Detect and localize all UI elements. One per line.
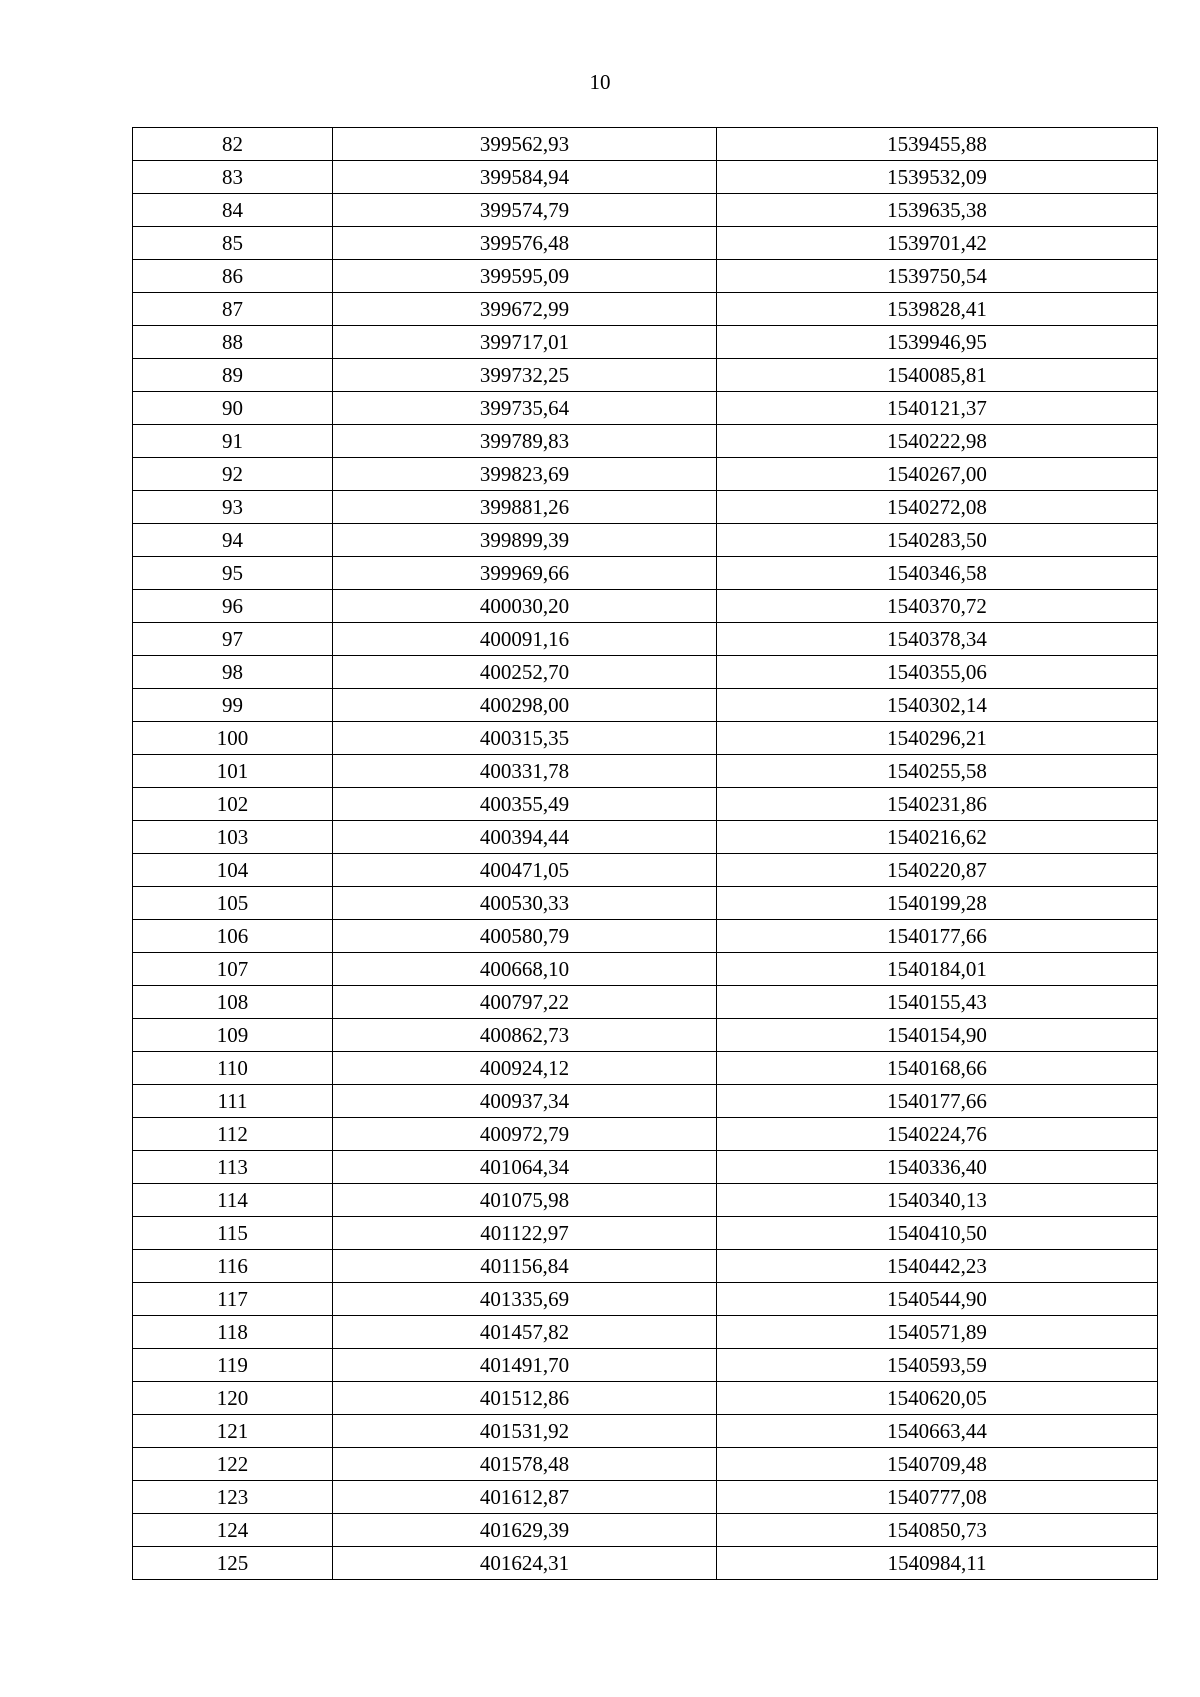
table-row xyxy=(133,1316,1158,1349)
point-number-cell: 113 xyxy=(133,1151,333,1184)
table-row xyxy=(133,1184,1158,1217)
point-number-cell: 124 xyxy=(133,1514,333,1547)
x-coordinate-cell: 400091,16 xyxy=(333,623,717,656)
y-coordinate-cell: 1539946,95 xyxy=(717,326,1158,359)
table-row xyxy=(133,755,1158,788)
x-coordinate-cell: 399732,25 xyxy=(333,359,717,392)
x-coordinate-cell: 400530,33 xyxy=(333,887,717,920)
x-coordinate-cell: 399595,09 xyxy=(333,260,717,293)
table-row xyxy=(133,425,1158,458)
point-number-cell: 99 xyxy=(133,689,333,722)
point-number-cell: 83 xyxy=(133,161,333,194)
table-row xyxy=(133,1118,1158,1151)
point-number-cell: 107 xyxy=(133,953,333,986)
point-number-cell: 91 xyxy=(133,425,333,458)
table-row xyxy=(133,656,1158,689)
point-number-cell: 88 xyxy=(133,326,333,359)
x-coordinate-cell: 400862,73 xyxy=(333,1019,717,1052)
table-row xyxy=(133,1481,1158,1514)
table-row xyxy=(133,953,1158,986)
x-coordinate-cell: 400252,70 xyxy=(333,656,717,689)
table-row xyxy=(133,260,1158,293)
x-coordinate-cell: 400972,79 xyxy=(333,1118,717,1151)
point-number-cell: 117 xyxy=(133,1283,333,1316)
point-number-cell: 100 xyxy=(133,722,333,755)
page-number: 10 xyxy=(589,70,611,94)
table-row xyxy=(133,128,1158,161)
x-coordinate-cell: 400797,22 xyxy=(333,986,717,1019)
point-number-cell: 112 xyxy=(133,1118,333,1151)
point-number-cell: 118 xyxy=(133,1316,333,1349)
x-coordinate-cell: 401629,39 xyxy=(333,1514,717,1547)
point-number-cell: 96 xyxy=(133,590,333,623)
table-row xyxy=(133,1514,1158,1547)
y-coordinate-cell: 1540184,01 xyxy=(717,953,1158,986)
y-coordinate-cell: 1539750,54 xyxy=(717,260,1158,293)
y-coordinate-cell: 1540168,66 xyxy=(717,1052,1158,1085)
y-coordinate-cell: 1539455,88 xyxy=(717,128,1158,161)
y-coordinate-cell: 1540378,34 xyxy=(717,623,1158,656)
y-coordinate-cell: 1540984,11 xyxy=(717,1547,1158,1580)
y-coordinate-cell: 1540231,86 xyxy=(717,788,1158,821)
point-number-cell: 86 xyxy=(133,260,333,293)
point-number-cell: 122 xyxy=(133,1448,333,1481)
x-coordinate-cell: 399562,93 xyxy=(333,128,717,161)
y-coordinate-cell: 1540620,05 xyxy=(717,1382,1158,1415)
point-number-cell: 105 xyxy=(133,887,333,920)
point-number-cell: 119 xyxy=(133,1349,333,1382)
y-coordinate-cell: 1540850,73 xyxy=(717,1514,1158,1547)
table-row xyxy=(133,491,1158,524)
table-row xyxy=(133,1448,1158,1481)
point-number-cell: 84 xyxy=(133,194,333,227)
table-row xyxy=(133,1283,1158,1316)
x-coordinate-cell: 400315,35 xyxy=(333,722,717,755)
y-coordinate-cell: 1540410,50 xyxy=(717,1217,1158,1250)
y-coordinate-cell: 1540709,48 xyxy=(717,1448,1158,1481)
x-coordinate-cell: 401122,97 xyxy=(333,1217,717,1250)
point-number-cell: 115 xyxy=(133,1217,333,1250)
y-coordinate-cell: 1539701,42 xyxy=(717,227,1158,260)
table-row xyxy=(133,326,1158,359)
point-number-cell: 98 xyxy=(133,656,333,689)
table-row xyxy=(133,1415,1158,1448)
x-coordinate-cell: 400924,12 xyxy=(333,1052,717,1085)
x-coordinate-cell: 400030,20 xyxy=(333,590,717,623)
x-coordinate-cell: 399823,69 xyxy=(333,458,717,491)
y-coordinate-cell: 1540370,72 xyxy=(717,590,1158,623)
table-row xyxy=(133,1085,1158,1118)
point-number-cell: 106 xyxy=(133,920,333,953)
table-row xyxy=(133,392,1158,425)
point-number-cell: 116 xyxy=(133,1250,333,1283)
y-coordinate-cell: 1540199,28 xyxy=(717,887,1158,920)
table-row xyxy=(133,1019,1158,1052)
x-coordinate-cell: 401624,31 xyxy=(333,1547,717,1580)
x-coordinate-cell: 400668,10 xyxy=(333,953,717,986)
point-number-cell: 94 xyxy=(133,524,333,557)
y-coordinate-cell: 1540340,13 xyxy=(717,1184,1158,1217)
point-number-cell: 95 xyxy=(133,557,333,590)
y-coordinate-cell: 1540283,50 xyxy=(717,524,1158,557)
y-coordinate-cell: 1540302,14 xyxy=(717,689,1158,722)
x-coordinate-cell: 399899,39 xyxy=(333,524,717,557)
point-number-cell: 92 xyxy=(133,458,333,491)
table-row xyxy=(133,821,1158,854)
y-coordinate-cell: 1540155,43 xyxy=(717,986,1158,1019)
y-coordinate-cell: 1540121,37 xyxy=(717,392,1158,425)
x-coordinate-cell: 401335,69 xyxy=(333,1283,717,1316)
y-coordinate-cell: 1540571,89 xyxy=(717,1316,1158,1349)
point-number-cell: 102 xyxy=(133,788,333,821)
y-coordinate-cell: 1540085,81 xyxy=(717,359,1158,392)
table-row xyxy=(133,1547,1158,1580)
table-row xyxy=(133,887,1158,920)
table-row xyxy=(133,590,1158,623)
x-coordinate-cell: 399969,66 xyxy=(333,557,717,590)
point-number-cell: 120 xyxy=(133,1382,333,1415)
x-coordinate-cell: 399574,79 xyxy=(333,194,717,227)
point-number-cell: 104 xyxy=(133,854,333,887)
y-coordinate-cell: 1540442,23 xyxy=(717,1250,1158,1283)
y-coordinate-cell: 1540267,00 xyxy=(717,458,1158,491)
x-coordinate-cell: 400355,49 xyxy=(333,788,717,821)
point-number-cell: 110 xyxy=(133,1052,333,1085)
x-coordinate-cell: 399576,48 xyxy=(333,227,717,260)
table-row xyxy=(133,920,1158,953)
y-coordinate-cell: 1540220,87 xyxy=(717,854,1158,887)
x-coordinate-cell: 401531,92 xyxy=(333,1415,717,1448)
y-coordinate-cell: 1539828,41 xyxy=(717,293,1158,326)
y-coordinate-cell: 1540346,58 xyxy=(717,557,1158,590)
point-number-cell: 125 xyxy=(133,1547,333,1580)
y-coordinate-cell: 1540355,06 xyxy=(717,656,1158,689)
x-coordinate-cell: 400937,34 xyxy=(333,1085,717,1118)
x-coordinate-cell: 399672,99 xyxy=(333,293,717,326)
table-row xyxy=(133,854,1158,887)
point-number-cell: 101 xyxy=(133,755,333,788)
table-row xyxy=(133,1052,1158,1085)
y-coordinate-cell: 1540154,90 xyxy=(717,1019,1158,1052)
table-row xyxy=(133,359,1158,392)
y-coordinate-cell: 1540177,66 xyxy=(717,1085,1158,1118)
table-row xyxy=(133,623,1158,656)
point-number-cell: 108 xyxy=(133,986,333,1019)
x-coordinate-cell: 401457,82 xyxy=(333,1316,717,1349)
x-coordinate-cell: 401512,86 xyxy=(333,1382,717,1415)
coordinates-table xyxy=(132,127,1158,1580)
y-coordinate-cell: 1540544,90 xyxy=(717,1283,1158,1316)
point-number-cell: 89 xyxy=(133,359,333,392)
table-row xyxy=(133,1250,1158,1283)
x-coordinate-cell: 401064,34 xyxy=(333,1151,717,1184)
y-coordinate-cell: 1540336,40 xyxy=(717,1151,1158,1184)
table-row xyxy=(133,986,1158,1019)
x-coordinate-cell: 401156,84 xyxy=(333,1250,717,1283)
x-coordinate-cell: 400298,00 xyxy=(333,689,717,722)
point-number-cell: 90 xyxy=(133,392,333,425)
table-row xyxy=(133,689,1158,722)
x-coordinate-cell: 400394,44 xyxy=(333,821,717,854)
table-row xyxy=(133,722,1158,755)
point-number-cell: 111 xyxy=(133,1085,333,1118)
x-coordinate-cell: 401075,98 xyxy=(333,1184,717,1217)
point-number-cell: 109 xyxy=(133,1019,333,1052)
point-number-cell: 82 xyxy=(133,128,333,161)
point-number-cell: 103 xyxy=(133,821,333,854)
table-row xyxy=(133,161,1158,194)
table-row xyxy=(133,788,1158,821)
point-number-cell: 85 xyxy=(133,227,333,260)
point-number-cell: 121 xyxy=(133,1415,333,1448)
point-number-cell: 93 xyxy=(133,491,333,524)
table-row xyxy=(133,194,1158,227)
point-number-cell: 87 xyxy=(133,293,333,326)
y-coordinate-cell: 1540224,76 xyxy=(717,1118,1158,1151)
y-coordinate-cell: 1540222,98 xyxy=(717,425,1158,458)
y-coordinate-cell: 1540593,59 xyxy=(717,1349,1158,1382)
x-coordinate-cell: 400471,05 xyxy=(333,854,717,887)
coordinates-table-body xyxy=(133,128,1158,1580)
table-row xyxy=(133,1151,1158,1184)
x-coordinate-cell: 399789,83 xyxy=(333,425,717,458)
y-coordinate-cell: 1540663,44 xyxy=(717,1415,1158,1448)
x-coordinate-cell: 400580,79 xyxy=(333,920,717,953)
y-coordinate-cell: 1540255,58 xyxy=(717,755,1158,788)
y-coordinate-cell: 1540272,08 xyxy=(717,491,1158,524)
table-row xyxy=(133,227,1158,260)
y-coordinate-cell: 1540216,62 xyxy=(717,821,1158,854)
x-coordinate-cell: 401491,70 xyxy=(333,1349,717,1382)
table-row xyxy=(133,1382,1158,1415)
y-coordinate-cell: 1540296,21 xyxy=(717,722,1158,755)
x-coordinate-cell: 400331,78 xyxy=(333,755,717,788)
x-coordinate-cell: 399881,26 xyxy=(333,491,717,524)
x-coordinate-cell: 401612,87 xyxy=(333,1481,717,1514)
y-coordinate-cell: 1539532,09 xyxy=(717,161,1158,194)
x-coordinate-cell: 399584,94 xyxy=(333,161,717,194)
point-number-cell: 97 xyxy=(133,623,333,656)
table-row xyxy=(133,293,1158,326)
y-coordinate-cell: 1539635,38 xyxy=(717,194,1158,227)
table-row xyxy=(133,1349,1158,1382)
y-coordinate-cell: 1540177,66 xyxy=(717,920,1158,953)
table-row xyxy=(133,524,1158,557)
table-row xyxy=(133,458,1158,491)
table-row xyxy=(133,1217,1158,1250)
x-coordinate-cell: 401578,48 xyxy=(333,1448,717,1481)
table-row xyxy=(133,557,1158,590)
point-number-cell: 114 xyxy=(133,1184,333,1217)
x-coordinate-cell: 399735,64 xyxy=(333,392,717,425)
x-coordinate-cell: 399717,01 xyxy=(333,326,717,359)
y-coordinate-cell: 1540777,08 xyxy=(717,1481,1158,1514)
point-number-cell: 123 xyxy=(133,1481,333,1514)
